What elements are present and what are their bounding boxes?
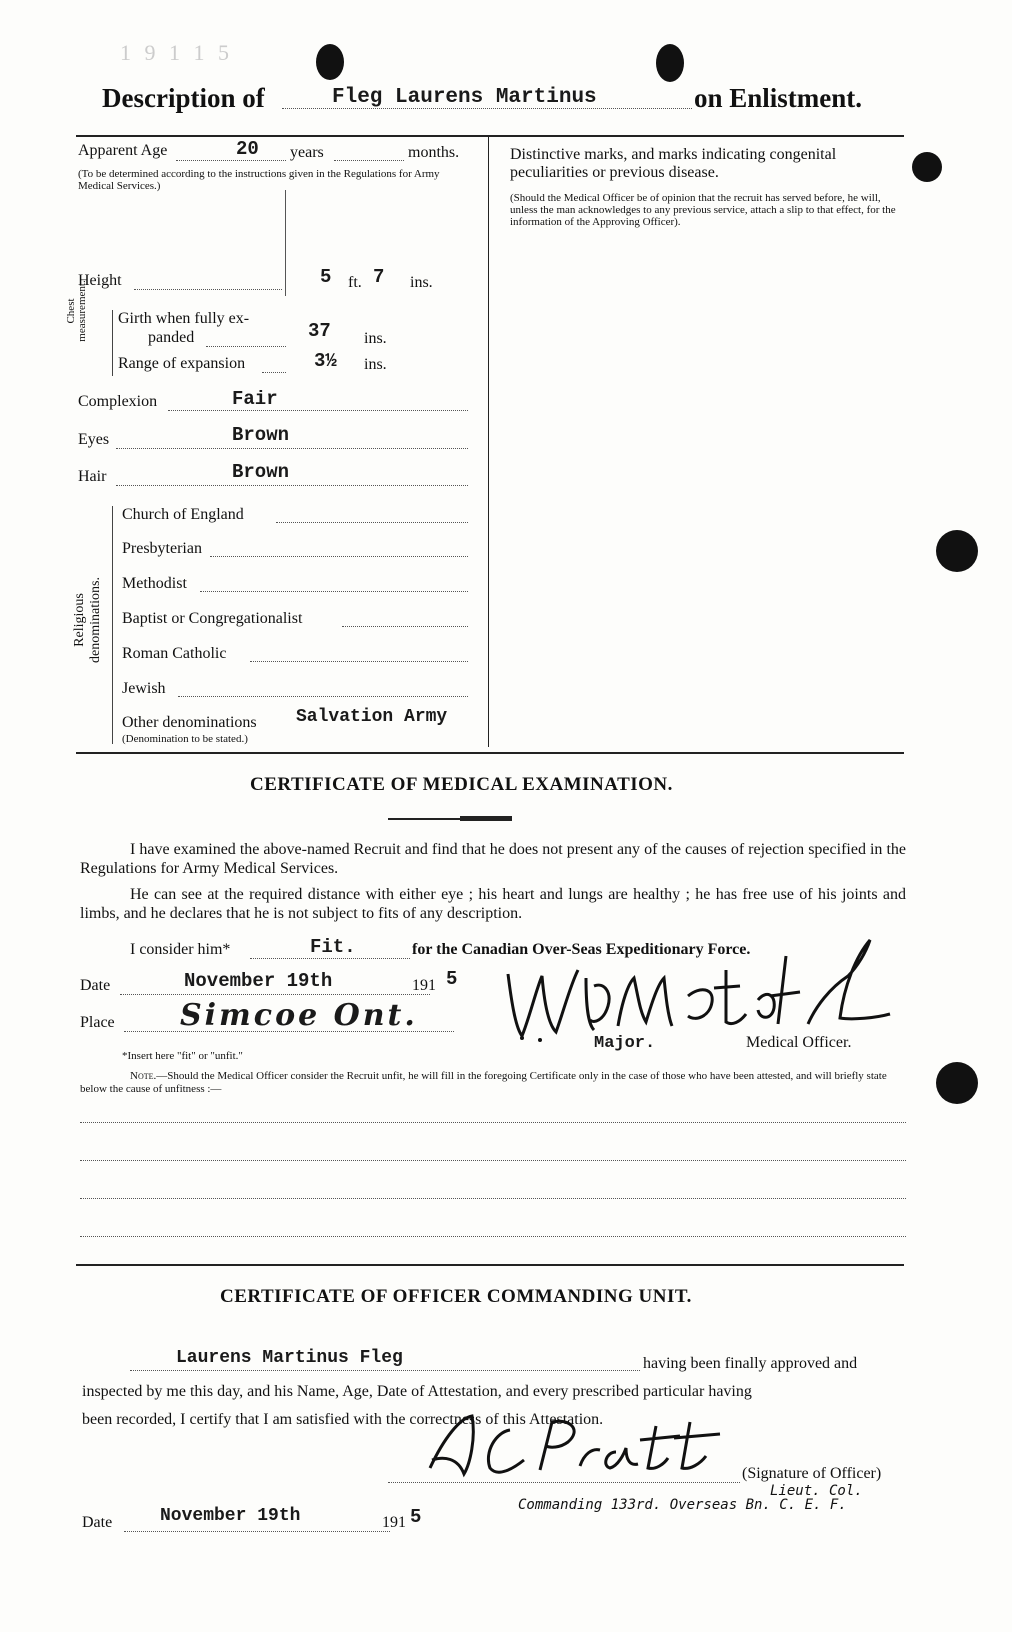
fit-value: Fit. xyxy=(310,936,356,958)
ins-label: ins. xyxy=(410,274,433,291)
commanding-unit-line: Commanding 133rd. Overseas Bn. C. E. F. xyxy=(518,1497,847,1513)
medical-date-value: November 19th xyxy=(184,970,333,992)
medical-year-suffix: 5 xyxy=(446,968,458,990)
commanding-line2: inspected by me this day, and his Name, Age, Date of Attestation, and every prescribed particular having xyxy=(82,1383,752,1400)
other-denomination-value: Salvation Army xyxy=(296,707,448,727)
for-force-label: for the Canadian Over-Seas Expeditionary Force. xyxy=(412,941,751,958)
recruit-name: Fleg Laurens Martinus xyxy=(332,86,597,109)
religion-side-label: Religious denominations. xyxy=(72,577,103,663)
top-rule xyxy=(76,135,904,137)
punch-hole xyxy=(316,44,344,80)
medical-para-1: I have examined the above-named Recruit and find that he does not present any of the causes of rejection specified in the Regulations for Army Medical Services. xyxy=(80,841,906,877)
range-ins-label: ins. xyxy=(364,356,387,373)
girth-label-1: Girth when fully ex- xyxy=(118,310,250,327)
punch-hole xyxy=(936,530,978,572)
distinctive-note: (Should the Medical Officer be of opinion that the recruit has served before, he will, unless the man acknowledges to any previous service, attach a slip to that effect, for the information of the Approving Officer). xyxy=(510,192,896,228)
unfit-note xyxy=(80,1070,906,1096)
punch-hole xyxy=(656,44,684,82)
ft-label: ft. xyxy=(348,274,362,291)
commanding-officer-signature xyxy=(420,1408,750,1488)
section-rule xyxy=(76,752,904,754)
girth-label-2: panded xyxy=(148,329,195,346)
height-label: Height xyxy=(78,272,122,289)
religion-methodist: Methodist xyxy=(122,575,187,592)
unfitness-line-2[interactable] xyxy=(80,1160,906,1161)
religion-other: Other denominations xyxy=(122,714,257,731)
medical-year-prefix: 191 xyxy=(412,977,436,994)
medical-date-label: Date xyxy=(80,977,111,994)
complexion-label: Complexion xyxy=(78,393,158,410)
religion-presbyterian: Presbyterian xyxy=(122,540,202,557)
commanding-date-label: Date xyxy=(82,1514,113,1531)
commanding-rank-line: Lieut. Col. xyxy=(770,1483,863,1499)
religion-roman-catholic: Roman Catholic xyxy=(122,645,227,662)
commanding-year-prefix: 191 xyxy=(382,1514,406,1531)
medical-para-2: He can see at the required distance with either eye ; his heart and lungs are healthy ; he has free use of his joints and limbs, and he declares that he is not subject to fits of any description. xyxy=(80,886,906,922)
note-label: Note. xyxy=(130,1070,157,1082)
punch-hole xyxy=(936,1062,978,1104)
consider-label: I consider him* xyxy=(130,941,231,958)
unfitness-line-3[interactable] xyxy=(80,1198,906,1199)
height-ft-value: 5 xyxy=(320,266,332,288)
apparent-age-label: Apparent Age xyxy=(78,142,168,159)
eyes-value: Brown xyxy=(232,424,290,446)
insert-note: *Insert here "fit" or "unfit." xyxy=(122,1050,243,1062)
signature-of-officer-label: (Signature of Officer) xyxy=(742,1465,882,1482)
place-label: Place xyxy=(80,1014,115,1031)
months-label: months. xyxy=(408,144,460,161)
denomination-note: (Denomination to be stated.) xyxy=(122,733,248,745)
header-prefix: Description of xyxy=(102,83,265,113)
hair-label: Hair xyxy=(78,468,107,485)
section-rule-2 xyxy=(76,1264,904,1266)
girth-ins-label: ins. xyxy=(364,330,387,347)
chest-side-label: Chest measurement. xyxy=(65,280,88,342)
commanding-line3: been recorded, I certify that I am satisfied with the correctness of this Attestation. xyxy=(82,1411,604,1428)
years-label: years xyxy=(290,144,324,161)
note-text: —Should the Medical Officer consider the Recruit unfit, he will fill in the foregoing Certificate only in the case of those who have been attested, and will briefly state below the cause of unfitness :— xyxy=(80,1070,887,1095)
medical-officer-label: Medical Officer. xyxy=(746,1034,852,1051)
faint-top-mark: 1 9 1 1 5 xyxy=(120,40,233,65)
hair-value: Brown xyxy=(232,461,290,483)
punch-hole xyxy=(912,152,942,182)
place-value: Simcoe Ont. xyxy=(180,998,418,1033)
unfitness-line-1[interactable] xyxy=(80,1122,906,1123)
medical-rank-value: Major. xyxy=(594,1034,656,1053)
column-divider-inner xyxy=(285,190,286,296)
girth-value: 37 xyxy=(308,320,331,342)
commanding-recruit-name: Laurens Martinus Fleg xyxy=(176,1348,403,1368)
age-years-value: 20 xyxy=(236,138,259,160)
range-value: 3½ xyxy=(314,350,337,372)
commanding-title: CERTIFICATE OF OFFICER COMMANDING UNIT. xyxy=(220,1286,692,1307)
column-divider xyxy=(488,137,489,747)
commanding-date-value: November 19th xyxy=(160,1506,301,1526)
height-in-value: 7 xyxy=(373,266,385,288)
age-note: (To be determined according to the instructions given in the Regulations for Army Medical Services.) xyxy=(78,168,440,192)
header-suffix: on Enlistment. xyxy=(694,83,863,113)
religion-jewish: Jewish xyxy=(122,680,166,697)
religion-church-of-england: Church of England xyxy=(122,506,244,523)
complexion-value: Fair xyxy=(232,388,278,410)
religion-baptist: Baptist or Congregationalist xyxy=(122,610,303,627)
distinctive-heading: Distinctive marks, and marks indicating congenital peculiarities or previous disease. xyxy=(510,146,837,181)
range-label: Range of expansion xyxy=(118,355,246,372)
eyes-label: Eyes xyxy=(78,431,110,448)
unfitness-line-4[interactable] xyxy=(80,1236,906,1237)
commanding-year-suffix: 5 xyxy=(410,1506,422,1528)
commanding-line1-tail: having been finally approved and xyxy=(643,1355,858,1372)
medical-title: CERTIFICATE OF MEDICAL EXAMINATION. xyxy=(250,774,673,795)
